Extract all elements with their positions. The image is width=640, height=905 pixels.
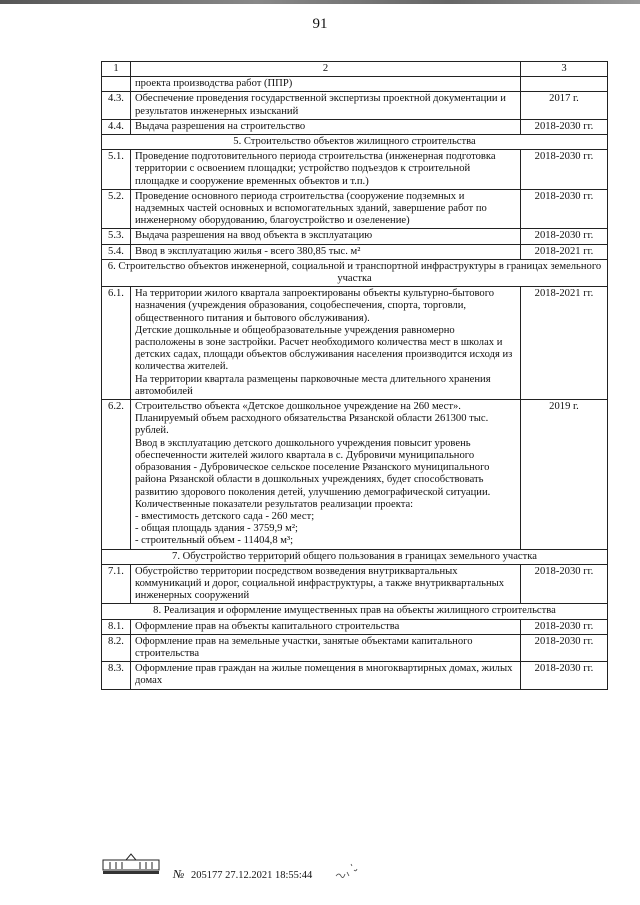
description-line: На территории квартала размещены парковочные места длительного хранения автомобилей: [135, 373, 491, 397]
section-title: 8. Реализация и оформление имущественных прав на объекты жилищного строительства: [102, 604, 608, 619]
item-period: 2018-2030 гг.: [521, 229, 608, 244]
section-title: 6. Строительство объектов инженерной, социальной и транспортной инфраструктуры в границах земельного участка: [102, 259, 608, 286]
header-cell: 1: [102, 62, 131, 77]
description-line: Строительство объекта «Детское дошкольное учреждение на 260 мест».: [135, 401, 461, 413]
item-description: Обустройство территории посредством возведения внутриквартальных коммуникаций и дорог, социальной инфраструктуры, а также внутриквартальных инженерных сооружений: [131, 564, 521, 604]
description-line: Ввод в эксплуатацию детского дошкольного учреждения повысит уровень обеспеченности жителей жилого квартала в с. Дубровичи муниципального образования - Дубровическое сельское поселение Рязанского муниципального района Рязанской области в дошкольных учреждениях, будет способствовать развитию здорового поколения детей, улучшению демографической ситуации.: [135, 437, 491, 498]
table-row: [102, 77, 608, 92]
item-period: 2018-2030 гг.: [521, 119, 608, 134]
table-row: [102, 189, 608, 229]
table-row: [102, 229, 608, 244]
table-row: [102, 287, 608, 400]
item-period: [521, 77, 608, 92]
item-number: [102, 77, 131, 92]
item-number: 7.1.: [102, 564, 131, 604]
item-period: 2018-2030 гг.: [521, 564, 608, 604]
item-description: [131, 287, 521, 400]
doc-datetime: 27.12.2021 18:55:44: [225, 870, 313, 881]
item-period: 2018-2030 гг.: [521, 619, 608, 634]
item-number: 4.4.: [102, 119, 131, 134]
item-description: [131, 400, 521, 549]
description-line: - вместимость детского сада - 260 мест;: [135, 510, 315, 522]
table-row: [102, 119, 608, 134]
description-line: Детские дошкольные и общеобразовательные учреждения равномерно расположены в зоне застройки. Расчет необходимого количества мест в школах и детских садах, площади объектов обслуживания населения производится исходя из количества жителей.: [135, 324, 513, 373]
item-description: Проведение подготовительного периода строительства (инженерная подготовка территории с освоением площадки; устройство подъездов к строительной площадке и сооружение временных объектов и т.п.): [131, 150, 521, 190]
doc-number: 205177: [190, 870, 223, 881]
section-row: [102, 604, 608, 619]
item-period: 2018-2030 гг.: [521, 662, 608, 689]
table-row: [102, 564, 608, 604]
document-footer: [173, 867, 312, 882]
item-number: 8.1.: [102, 619, 131, 634]
item-period: 2018-2021 гг.: [521, 244, 608, 259]
header-cell: 2: [131, 62, 521, 77]
description-line: На территории жилого квартала запроектированы объекты культурно-бытового назначения (учреждения образования, соцобеспечения, спорта, торговли, общественного питания и бытового обслуживания).: [135, 288, 495, 324]
section-row: [102, 259, 608, 286]
item-description: Обеспечение проведения государственной экспертизы проектной документации и результатов инженерных изысканий: [131, 92, 521, 119]
description-line: - общая площадь здания - 3759,9 м²;: [135, 523, 298, 535]
item-period: 2018-2030 гг.: [521, 150, 608, 190]
table-row: [102, 92, 608, 119]
handwritten-mark-icon: [333, 858, 359, 880]
item-number: 8.3.: [102, 662, 131, 689]
item-description: проекта производства работ (ППР): [131, 77, 521, 92]
item-number: 5.1.: [102, 150, 131, 190]
item-description: Выдача разрешения на строительство: [131, 119, 521, 134]
item-description: Оформление прав на объекты капитального строительства: [131, 619, 521, 634]
item-period: 2018-2030 гг.: [521, 634, 608, 661]
item-description: Оформление прав граждан на жилые помещения в многоквартирных домах, жилых домах: [131, 662, 521, 689]
item-number: 4.3.: [102, 92, 131, 119]
description-line: - строительный объем - 11404,8 м³;: [135, 535, 294, 547]
header-cell: 3: [521, 62, 608, 77]
item-number: 6.1.: [102, 287, 131, 400]
item-description: Ввод в эксплуатацию жилья - всего 380,85 тыс. м²: [131, 244, 521, 259]
description-line: Количественные показатели результатов реализации проекта:: [135, 498, 414, 510]
item-number: 5.4.: [102, 244, 131, 259]
building-stamp-icon: [102, 852, 160, 876]
table-row: [102, 634, 608, 661]
table-row: [102, 400, 608, 549]
item-number: 5.2.: [102, 189, 131, 229]
table-row: [102, 244, 608, 259]
table-row: [102, 150, 608, 190]
item-number: 6.2.: [102, 400, 131, 549]
section-title: 7. Обустройство территорий общего пользования в границах земельного участка: [102, 549, 608, 564]
section-row: [102, 135, 608, 150]
item-description: Оформление прав на земельные участки, занятые объектами капитального строительства: [131, 634, 521, 661]
item-period: 2019 г.: [521, 400, 608, 549]
section-row: [102, 549, 608, 564]
item-period: 2017 г.: [521, 92, 608, 119]
item-description: Выдача разрешения на ввод объекта в эксплуатацию: [131, 229, 521, 244]
page-number: 91: [312, 16, 328, 32]
item-period: 2018-2021 гг.: [521, 287, 608, 400]
scan-edge-line: [0, 0, 640, 4]
item-description: Проведение основного периода строительства (сооружение подземных и надземных частей основных и вспомогательных зданий, завершение работ по инженерному оборудованию, благоустройство и озеленение): [131, 189, 521, 229]
item-number: 5.3.: [102, 229, 131, 244]
item-period: 2018-2030 гг.: [521, 189, 608, 229]
number-sign: №: [173, 867, 185, 881]
table-row: [102, 662, 608, 689]
description-line: Планируемый объем расходного обязательства Рязанской области 261300 тыс. рублей.: [135, 413, 489, 437]
table-header-row: [102, 62, 608, 77]
section-title: 5. Строительство объектов жилищного строительства: [102, 135, 608, 150]
table-row: [102, 619, 608, 634]
schedule-table: [101, 61, 608, 690]
item-number: 8.2.: [102, 634, 131, 661]
